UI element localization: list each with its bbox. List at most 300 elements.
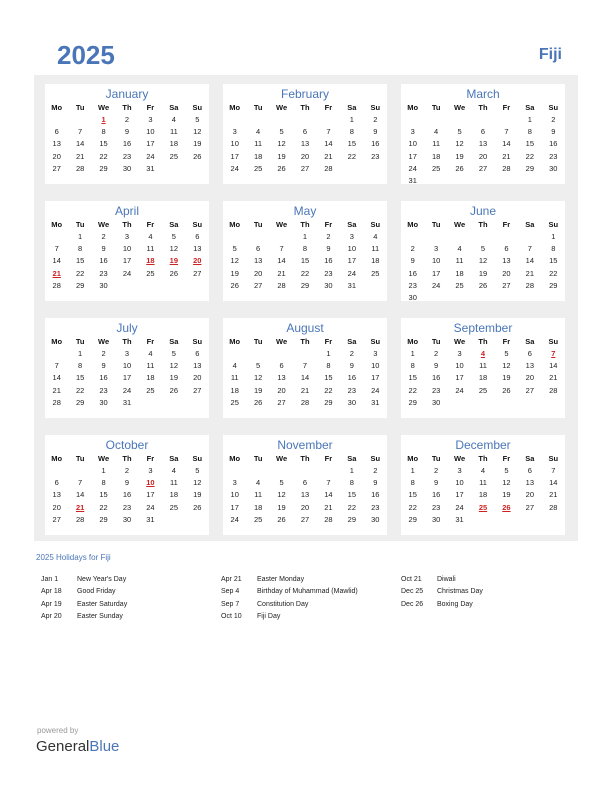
weekday-label: Mo [229,220,241,229]
weekday-label: Th [300,103,310,112]
day-cell: 6 [527,349,532,358]
day-cell: 31 [347,280,357,290]
empty-day-cell [246,348,269,360]
day-cell: 25 [478,502,488,512]
weekday-label: Su [548,454,559,463]
day-cell: 12 [169,244,179,254]
empty-day-cell [293,348,316,360]
day-cell: 19 [230,268,239,278]
weekday-label: Su [370,220,381,229]
weekday-label: Tu [431,103,441,112]
weekday-label: Fr [502,337,511,346]
day-cell: 11 [479,361,487,371]
day-cell: 21 [502,151,511,161]
day-cell: 9 [373,127,378,137]
holiday-row [401,586,483,598]
day-cell: 15 [75,256,85,266]
day-cell: 20 [502,268,511,278]
weekday-label: Fr [146,454,155,463]
empty-day-cell [45,465,68,477]
weekday-label: Su [192,103,203,112]
day-cell: 16 [99,256,108,266]
holiday-name: Christmas Day [437,588,483,596]
weekday-label: Su [548,220,559,229]
day-cell: 10 [122,361,132,371]
day-cell: 14 [525,256,535,266]
day-cell: 1 [527,115,532,124]
day-cell: 26 [277,163,286,173]
week-row [223,360,387,372]
day-cell: 8 [101,478,106,488]
day-cell: 27 [300,514,310,524]
empty-day-cell [162,397,185,409]
day-cell: 7 [551,349,556,358]
day-cell: 9 [101,361,106,371]
day-cell: 26 [169,385,179,395]
day-cell: 4 [232,361,237,371]
empty-day-cell [495,397,518,409]
day-cell: 7 [279,244,284,254]
weekday-label: Tu [431,454,441,463]
day-cell: 22 [75,385,85,395]
week-row [401,231,565,243]
weekday-header [223,219,387,231]
day-cell: 16 [347,373,357,383]
day-cell: 28 [324,163,333,173]
day-cell: 12 [502,478,511,488]
day-cell: 6 [504,244,509,254]
week-row [401,502,565,514]
day-cell: 9 [373,478,378,488]
day-cell: 4 [434,127,439,137]
empty-day-cell [471,292,494,304]
day-cell: 24 [146,502,155,512]
day-cell: 3 [457,349,462,358]
weekday-label: Sa [525,103,535,112]
weekday-label: Sa [347,220,357,229]
day-cell: 17 [431,268,441,278]
day-cell: 21 [277,268,286,278]
weekday-header [401,453,565,465]
day-cell: 9 [434,478,439,488]
holiday-date: Dec 26 [401,600,424,608]
day-cell: 7 [504,127,509,137]
empty-day-cell [495,114,518,126]
day-cell: 25 [169,151,179,161]
month-title: March [466,87,500,101]
day-cell: 6 [279,361,284,371]
week-row [223,280,387,292]
day-cell: 16 [122,490,132,500]
day-cell: 2 [373,466,378,475]
day-cell: 10 [146,478,155,488]
day-cell: 6 [480,127,486,137]
day-cell: 8 [410,478,415,488]
day-cell: 5 [504,466,509,475]
day-cell: 26 [193,502,202,512]
day-cell: 16 [122,139,132,149]
day-cell: 5 [195,466,200,475]
day-cell: 7 [54,361,59,371]
day-cell: 11 [230,373,239,383]
day-cell: 31 [146,514,155,524]
day-cell: 13 [300,139,310,149]
weekday-label: We [98,220,110,229]
week-row [223,243,387,255]
day-cell: 5 [279,127,284,137]
empty-day-cell [270,231,293,243]
empty-day-cell [424,231,447,243]
day-cell: 1 [551,232,556,241]
day-cell: 25 [253,514,263,524]
day-cell: 7 [78,127,83,137]
day-cell: 10 [408,139,417,149]
empty-day-cell [518,175,541,187]
day-cell: 19 [277,151,286,161]
month-title: July [116,321,138,335]
weekday-label: Tu [431,337,441,346]
day-cell: 16 [371,139,380,149]
weekday-label: We [454,103,466,112]
day-cell: 19 [277,502,286,512]
day-cell: 6 [54,478,59,488]
weekday-label: Th [122,337,132,346]
week-row [45,385,209,397]
weekday-label: Fr [324,337,333,346]
day-cell: 24 [431,280,441,290]
day-cell: 4 [457,244,462,254]
day-cell: 23 [347,385,357,395]
day-cell: 22 [347,502,357,512]
day-cell: 25 [146,268,155,278]
day-cell: 6 [302,127,308,137]
day-cell: 29 [408,397,417,407]
holiday-column [221,574,358,623]
weekday-label: We [98,103,110,112]
day-cell: 22 [525,151,535,161]
day-cell: 23 [431,502,441,512]
empty-day-cell [448,175,471,187]
day-cell: 11 [146,361,155,371]
month-title: April [114,204,139,218]
holiday-name: Boxing Day [437,600,473,608]
day-cell: 1 [302,232,308,241]
day-cell: 5 [256,361,261,371]
day-cell: 23 [408,280,417,290]
day-cell: 5 [480,244,486,254]
empty-day-cell [223,231,246,243]
holiday-row [221,599,358,611]
day-cell: 24 [371,385,380,395]
day-cell: 23 [99,268,108,278]
day-cell: 21 [525,268,535,278]
day-cell: 13 [193,361,202,371]
month-february [223,84,387,184]
day-cell: 7 [326,478,331,488]
weekday-label: Mo [407,337,419,346]
month-october [45,435,209,535]
day-cell: 4 [256,127,261,137]
weekday-label: Th [122,454,132,463]
day-cell: 6 [195,232,200,241]
day-cell: 20 [525,490,535,500]
day-cell: 9 [124,478,130,488]
day-cell: 25 [455,280,464,290]
day-cell: 1 [349,115,354,124]
week-row [401,175,565,187]
day-cell: 9 [326,244,331,254]
day-cell: 11 [169,478,178,488]
weekday-label: Fr [502,454,511,463]
day-cell: 27 [300,163,310,173]
day-cell: 13 [253,256,263,266]
empty-day-cell [518,514,541,526]
day-cell: 24 [230,514,239,524]
day-cell: 10 [347,244,357,254]
day-cell: 27 [502,280,511,290]
day-cell: 18 [253,502,263,512]
day-cell: 22 [347,151,357,161]
day-cell: 25 [146,385,155,395]
day-cell: 1 [410,466,415,475]
day-cell: 22 [408,385,417,395]
day-cell: 25 [169,502,179,512]
holiday-name: Easter Saturday [77,600,128,608]
day-cell: 10 [455,361,464,371]
day-cell: 6 [527,466,532,475]
empty-day-cell [448,292,471,304]
empty-day-cell [495,175,518,187]
day-cell: 26 [193,151,202,161]
day-cell: 29 [324,397,333,407]
day-cell: 29 [75,280,85,290]
holiday-row [41,611,127,623]
day-cell: 10 [122,244,132,254]
empty-day-cell [186,397,209,409]
day-cell: 19 [193,139,202,149]
day-cell: 17 [230,151,239,161]
day-cell: 8 [349,478,354,488]
weekday-label: Su [192,337,203,346]
empty-day-cell [162,280,185,292]
day-cell: 9 [410,256,415,266]
day-cell: 30 [99,397,108,407]
week-row [223,151,387,163]
weekday-header [223,102,387,114]
day-cell: 30 [122,514,132,524]
day-cell: 12 [277,139,286,149]
day-cell: 13 [502,256,511,266]
day-cell: 17 [230,502,239,512]
weekday-label: Sa [347,454,357,463]
day-cell: 15 [408,490,417,500]
day-cell: 5 [504,349,509,358]
day-cell: 15 [324,373,333,383]
week-row [45,243,209,255]
weekday-label: Tu [75,220,85,229]
holiday-date: Apr 20 [41,612,62,620]
day-cell: 7 [326,127,331,137]
day-cell: 27 [478,163,488,173]
day-cell: 6 [195,349,200,358]
day-cell: 8 [527,127,532,137]
day-cell: 8 [410,361,415,371]
day-cell: 31 [408,175,417,185]
day-cell: 2 [326,232,331,241]
day-cell: 27 [253,280,263,290]
weekday-label: Fr [502,220,511,229]
day-cell: 29 [300,280,310,290]
month-title: May [293,204,317,218]
day-cell: 15 [347,490,357,500]
week-row [401,163,565,175]
day-cell: 15 [99,490,108,500]
weekday-label: Su [192,220,203,229]
holiday-name: Birthday of Muhammad (Mawlid) [257,588,358,596]
day-cell: 22 [75,268,85,278]
day-cell: 22 [549,268,558,278]
holiday-date: Sep 7 [221,600,240,608]
week-row [45,348,209,360]
weekday-label: Su [370,337,381,346]
day-cell: 30 [431,397,441,407]
weekday-label: Mo [229,337,241,346]
empty-day-cell [448,397,471,409]
empty-day-cell [186,280,209,292]
day-cell: 11 [479,478,487,488]
empty-day-cell [471,175,494,187]
empty-day-cell [424,175,447,187]
holiday-row [41,574,127,586]
day-cell: 27 [52,163,61,173]
empty-day-cell [542,292,565,304]
day-cell: 21 [75,151,85,161]
day-cell: 2 [410,244,415,254]
day-cell: 20 [525,373,535,383]
weekday-label: Tu [75,337,85,346]
week-row [401,465,565,477]
holidays-title: 2025 Holidays for Fiji [36,553,111,562]
empty-day-cell [448,231,471,243]
day-cell: 14 [502,139,511,149]
day-cell: 14 [75,139,85,149]
day-cell: 9 [124,127,130,137]
weekday-label: We [98,337,110,346]
day-cell: 8 [326,361,331,371]
day-cell: 2 [551,115,556,124]
day-cell: 13 [193,244,202,254]
empty-day-cell [495,292,518,304]
weekday-label: Mo [51,220,63,229]
day-cell: 25 [478,385,488,395]
day-cell: 11 [254,490,263,500]
week-row [223,255,387,267]
day-cell: 16 [324,256,333,266]
week-row [45,138,209,150]
day-cell: 20 [277,385,286,395]
day-cell: 26 [478,280,488,290]
day-cell: 1 [101,466,106,475]
day-cell: 5 [195,115,200,124]
weekday-header [223,336,387,348]
month-title: October [105,438,149,452]
day-cell: 21 [549,490,558,500]
day-cell: 29 [525,163,535,173]
week-row [401,372,565,384]
weekday-label: We [454,220,466,229]
day-cell: 27 [277,397,286,407]
day-cell: 16 [549,139,558,149]
day-cell: 8 [551,244,556,254]
week-row [223,372,387,384]
week-row [401,397,565,409]
empty-day-cell [401,114,424,126]
week-row [401,114,565,126]
weekday-label: We [276,220,288,229]
week-row [401,126,565,138]
empty-day-cell [317,465,340,477]
week-row [223,348,387,360]
holiday-date: Oct 21 [401,576,422,583]
day-cell: 23 [324,268,333,278]
day-cell: 8 [78,361,83,371]
week-row [223,514,387,526]
day-cell: 23 [122,502,132,512]
weekday-label: Tu [75,454,85,463]
day-cell: 1 [349,466,354,475]
empty-day-cell [270,348,293,360]
weekday-label: Fr [324,454,333,463]
empty-day-cell [246,465,269,477]
empty-day-cell [162,514,185,526]
day-cell: 18 [146,373,155,383]
holiday-row [221,586,358,598]
day-cell: 26 [253,397,263,407]
day-cell: 30 [408,292,417,302]
day-cell: 3 [373,349,378,358]
weekday-label: Sa [169,454,179,463]
weekday-label: Tu [431,220,441,229]
day-cell: 16 [99,373,108,383]
day-cell: 21 [52,385,61,395]
day-cell: 27 [52,514,61,524]
powered-by-text: powered by [37,726,79,735]
month-title: February [280,87,330,101]
day-cell: 15 [300,256,310,266]
weekday-label: Su [548,337,559,346]
empty-day-cell [518,397,541,409]
day-cell: 30 [549,163,558,173]
day-cell: 12 [230,256,239,266]
day-cell: 21 [300,385,310,395]
day-cell: 6 [54,127,59,137]
empty-day-cell [293,465,316,477]
day-cell: 12 [193,478,202,488]
day-cell: 1 [78,232,83,241]
month-june [401,201,565,301]
weekday-header [401,102,565,114]
empty-day-cell [139,397,162,409]
day-cell: 20 [253,268,263,278]
day-cell: 18 [431,151,441,161]
day-cell: 17 [371,373,380,383]
day-cell: 10 [230,139,239,149]
day-cell: 14 [75,490,85,500]
weekday-label: Mo [407,454,419,463]
day-cell: 24 [146,151,155,161]
day-cell: 30 [371,514,380,524]
day-cell: 9 [551,127,556,137]
